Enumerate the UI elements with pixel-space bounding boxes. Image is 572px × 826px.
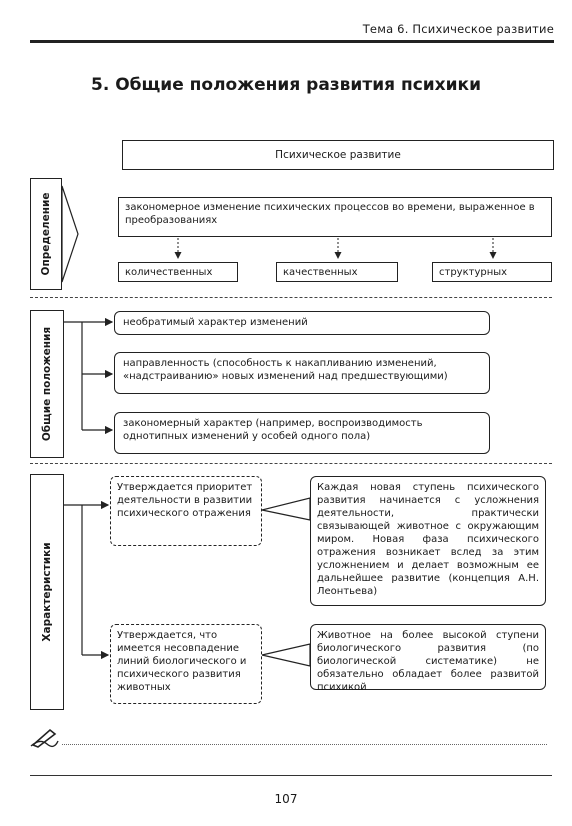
footer-rule bbox=[30, 775, 552, 776]
definition-side-label: Определение bbox=[30, 178, 62, 290]
definition-text: закономерное изменение психических процессов во времени, выраженное в преобразованиях bbox=[118, 197, 552, 237]
explanation-biological: Животное на более высокой ступени биологического развития (по биологической систематике) не обязательно обладает более развитой психикой bbox=[310, 624, 546, 690]
section-separator-1 bbox=[30, 297, 552, 298]
page-title: 5. Общие положения развития психики bbox=[90, 75, 482, 95]
notes-line bbox=[62, 744, 547, 745]
page-number: 107 bbox=[274, 792, 298, 806]
section-separator-2 bbox=[30, 463, 552, 464]
general-item-regular: закономерный характер (например, воспроизводимость однотипных изменений у особей одного пола) bbox=[114, 412, 490, 454]
chapter-header: Тема 6. Психическое развитие bbox=[362, 22, 554, 36]
claim-activity-priority: Утверждается приоритет деятельности в развитии психического отражения bbox=[110, 476, 262, 546]
type-quantitative: количественных bbox=[118, 262, 238, 282]
general-item-direction: направленность (способность к накапливанию изменений, «надстраиванию» новых изменений над предшествующими) bbox=[114, 352, 490, 394]
explanation-leontiev: Каждая новая ступень психического развития начинается с усложнения деятельности, практически связывающей животное с окружающим миром. Новая фаза психического отражения возникает вслед за этим усложнением и делает возможным ее дальнейшее развитие (концепция А.Н. Леонтьева) bbox=[310, 476, 546, 606]
root-label: Психическое развитие bbox=[275, 149, 401, 161]
type-structural: структурных bbox=[432, 262, 552, 282]
definition-pointer bbox=[62, 186, 78, 282]
general-side-label: Общие положения bbox=[30, 310, 64, 458]
characteristics-side-label: Характеристики bbox=[30, 474, 64, 710]
general-item-irreversible: необратимый характер изменений bbox=[114, 311, 490, 335]
type-qualitative: качественных bbox=[276, 262, 398, 282]
claim-mismatch: Утверждается, что имеется несовпадение линий биологического и психического развития животных bbox=[110, 624, 262, 704]
root-box bbox=[122, 140, 554, 170]
pen-note-icon bbox=[30, 726, 60, 748]
